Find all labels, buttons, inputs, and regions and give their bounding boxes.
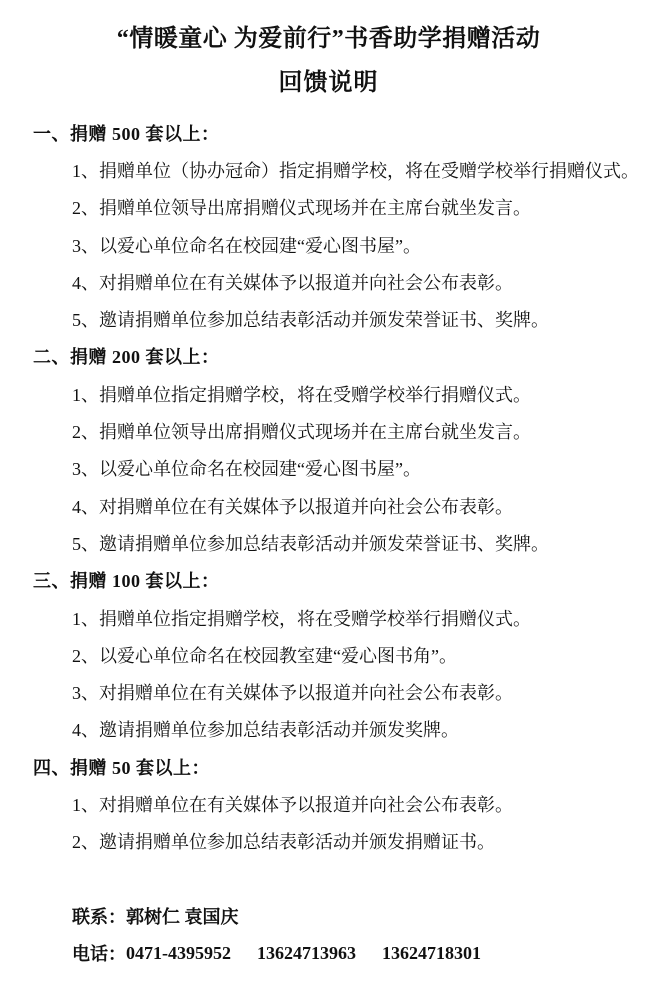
section-heading-100: 三、捐赠 100 套以上： xyxy=(33,571,220,592)
list-item: 5、邀请捐赠单位参加总结表彰活动并颁发荣誉证书、奖牌。 xyxy=(72,310,549,331)
phone-number: 13624713963 xyxy=(257,942,356,963)
section-heading-50: 四、捐赠 50 套以上： xyxy=(33,757,210,778)
contact-line xyxy=(0,897,657,934)
list-item: 2、以爱心单位命名在校园教室建“爱心图书角”。 xyxy=(72,645,457,666)
document-body xyxy=(0,114,657,972)
section-heading-200: 二、捐赠 200 套以上： xyxy=(33,347,220,368)
phone-number: 0471-4395952 xyxy=(126,942,231,963)
phone-label: 电话： xyxy=(72,944,126,965)
contact-names: 郭树仁 袁国庆 xyxy=(126,906,239,927)
title-block xyxy=(0,0,657,100)
phone-number: 13624718301 xyxy=(382,942,481,963)
list-item: 3、以爱心单位命名在校园建“爱心图书屋”。 xyxy=(72,235,421,256)
list-item: 4、对捐赠单位在有关媒体予以报道并向社会公布表彰。 xyxy=(72,272,513,293)
list-item: 5、邀请捐赠单位参加总结表彰活动并颁发荣誉证书、奖牌。 xyxy=(72,533,549,554)
list-item: 1、捐赠单位指定捐赠学校，将在受赠学校举行捐赠仪式。 xyxy=(72,608,531,629)
blank-line xyxy=(0,860,657,897)
list-item: 2、邀请捐赠单位参加总结表彰活动并颁发捐赠证书。 xyxy=(72,832,495,853)
list-item: 2、捐赠单位领导出席捐赠仪式现场并在主席台就坐发言。 xyxy=(72,422,531,443)
document-subtitle: 回馈说明 xyxy=(278,70,379,96)
list-item: 1、捐赠单位指定捐赠学校，将在受赠学校举行捐赠仪式。 xyxy=(72,384,531,405)
list-item: 3、对捐赠单位在有关媒体予以报道并向社会公布表彰。 xyxy=(72,683,513,704)
list-item: 4、对捐赠单位在有关媒体予以报道并向社会公布表彰。 xyxy=(72,496,513,517)
section-heading-500: 一、捐赠 500 套以上： xyxy=(33,123,220,144)
document-title: “情暖童心 为爱前行”书香助学捐赠活动 xyxy=(116,26,541,52)
list-item: 1、捐赠单位（协办冠命）指定捐赠学校，将在受赠学校举行捐赠仪式。 xyxy=(72,160,639,181)
contact-label: 联系： xyxy=(72,906,126,927)
list-item: 2、捐赠单位领导出席捐赠仪式现场并在主席台就坐发言。 xyxy=(72,198,531,219)
phone-line xyxy=(0,935,657,972)
list-item: 1、对捐赠单位在有关媒体予以报道并向社会公布表彰。 xyxy=(72,794,513,815)
list-item: 4、邀请捐赠单位参加总结表彰活动并颁发奖牌。 xyxy=(72,720,459,741)
list-item: 3、以爱心单位命名在校园建“爱心图书屋”。 xyxy=(72,459,421,480)
